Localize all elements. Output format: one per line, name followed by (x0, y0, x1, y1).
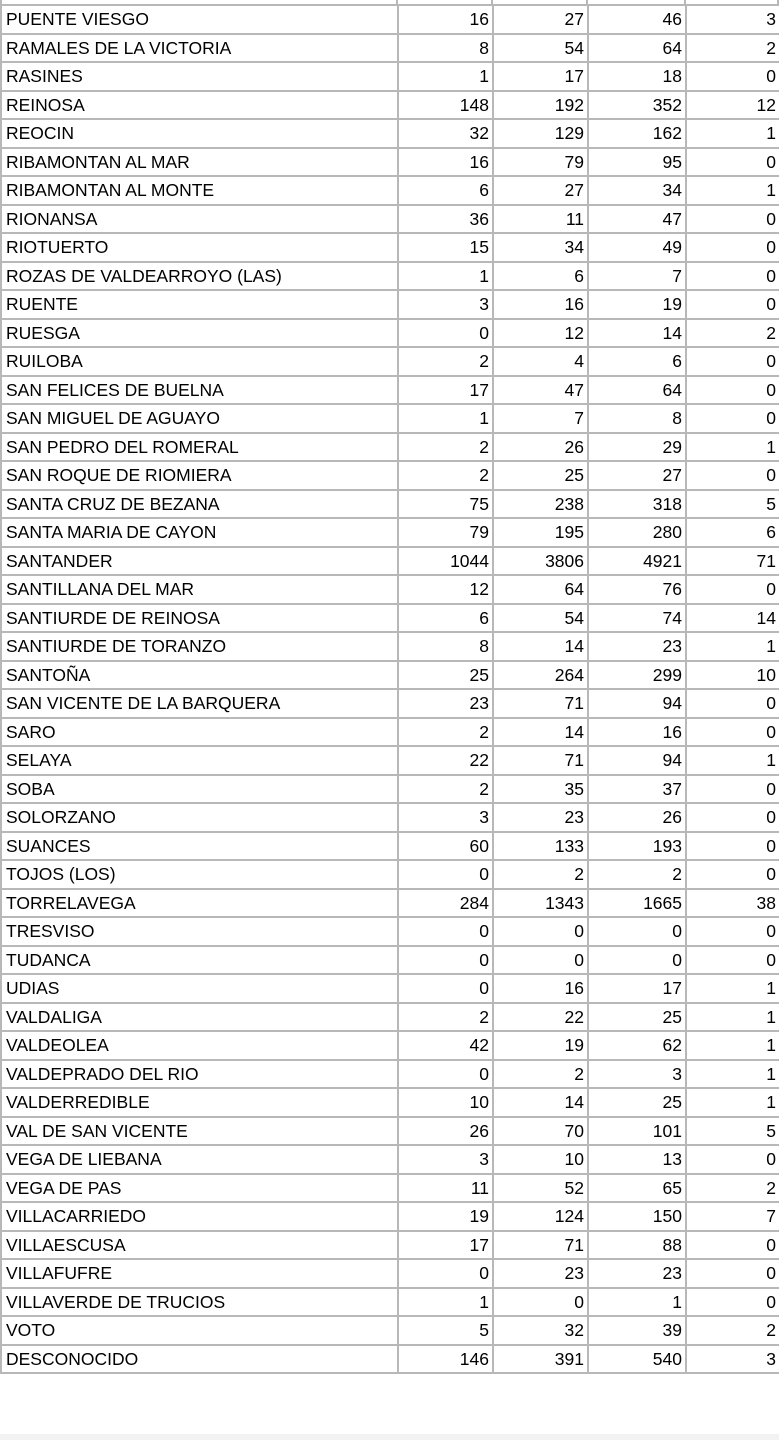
value-col-2-cell[interactable]: 4 (493, 347, 588, 376)
value-col-2-cell[interactable]: 71 (493, 1231, 588, 1260)
municipality-name-cell[interactable]: SANTOÑA (1, 661, 398, 690)
value-col-2-cell[interactable]: 192 (493, 91, 588, 120)
municipality-name-cell[interactable]: SANTA CRUZ DE BEZANA (1, 490, 398, 519)
table-row (1, 575, 779, 604)
value-col-1-cell[interactable]: 3 (398, 1145, 493, 1174)
value-col-1-cell[interactable]: 17 (398, 376, 493, 405)
value-col-1-cell[interactable]: 0 (398, 319, 493, 348)
value-col-2-cell[interactable]: 12 (493, 319, 588, 348)
value-col-3-cell[interactable]: 1665 (588, 889, 686, 918)
value-col-2-cell[interactable]: 22 (493, 1003, 588, 1032)
value-col-4-cell[interactable]: 7 (686, 1202, 779, 1231)
value-col-3-cell[interactable]: 25 (588, 1088, 686, 1117)
municipality-name-cell[interactable]: VILLAESCUSA (1, 1231, 398, 1260)
municipality-name-cell[interactable]: UDIAS (1, 974, 398, 1003)
municipality-name-cell[interactable]: RIOTUERTO (1, 233, 398, 262)
municipality-name-cell[interactable]: REINOSA (1, 91, 398, 120)
municipality-name-cell[interactable]: VALDALIGA (1, 1003, 398, 1032)
value-col-4-cell[interactable]: 1 (686, 1031, 779, 1060)
value-col-3-cell[interactable]: 1 (588, 1288, 686, 1317)
value-col-4-cell[interactable]: 0 (686, 1259, 779, 1288)
value-col-4-cell[interactable]: 1 (686, 1003, 779, 1032)
value-col-4-cell[interactable]: 0 (686, 62, 779, 91)
value-col-1-cell[interactable]: 0 (398, 1259, 493, 1288)
table-row (1, 1231, 779, 1260)
value-col-2-cell[interactable]: 47 (493, 376, 588, 405)
value-col-4-cell[interactable]: 1 (686, 1088, 779, 1117)
table-row (1, 433, 779, 462)
table-row (1, 290, 779, 319)
table-row (1, 262, 779, 291)
value-col-3-cell[interactable]: 16 (588, 718, 686, 747)
value-col-1-cell[interactable]: 79 (398, 518, 493, 547)
municipality-table (0, 4, 779, 1374)
value-col-1-cell[interactable]: 1 (398, 404, 493, 433)
municipality-name-cell[interactable]: DESCONOCIDO (1, 1345, 398, 1374)
table-row (1, 1174, 779, 1203)
value-col-1-cell[interactable]: 26 (398, 1117, 493, 1146)
value-col-1-cell[interactable]: 0 (398, 974, 493, 1003)
municipality-name-cell[interactable]: SARO (1, 718, 398, 747)
value-col-3-cell[interactable]: 95 (588, 148, 686, 177)
municipality-name-cell[interactable]: ROZAS DE VALDEARROYO (LAS) (1, 262, 398, 291)
value-col-1-cell[interactable]: 17 (398, 1231, 493, 1260)
value-col-4-cell[interactable]: 1 (686, 176, 779, 205)
value-col-2-cell[interactable]: 238 (493, 490, 588, 519)
value-col-1-cell[interactable]: 1044 (398, 547, 493, 576)
value-col-2-cell[interactable]: 10 (493, 1145, 588, 1174)
value-col-3-cell[interactable]: 2 (588, 860, 686, 889)
table-row (1, 5, 779, 34)
value-col-3-cell[interactable]: 17 (588, 974, 686, 1003)
value-col-1-cell[interactable]: 2 (398, 461, 493, 490)
value-col-3-cell[interactable]: 29 (588, 433, 686, 462)
value-col-3-cell[interactable]: 162 (588, 119, 686, 148)
table-row (1, 1088, 779, 1117)
municipality-name-cell[interactable]: VALDEPRADO DEL RIO (1, 1060, 398, 1089)
table-row (1, 1316, 779, 1345)
value-col-4-cell[interactable]: 3 (686, 5, 779, 34)
value-col-3-cell[interactable]: 280 (588, 518, 686, 547)
value-col-4-cell[interactable]: 0 (686, 718, 779, 747)
value-col-1-cell[interactable]: 0 (398, 860, 493, 889)
value-col-2-cell[interactable]: 0 (493, 1288, 588, 1317)
value-col-3-cell[interactable]: 18 (588, 62, 686, 91)
value-col-2-cell[interactable]: 70 (493, 1117, 588, 1146)
value-col-2-cell[interactable]: 0 (493, 946, 588, 975)
value-col-3-cell[interactable]: 150 (588, 1202, 686, 1231)
table-row (1, 1288, 779, 1317)
municipality-name-cell[interactable]: SAN ROQUE DE RIOMIERA (1, 461, 398, 490)
table-row (1, 604, 779, 633)
value-col-3-cell[interactable]: 64 (588, 34, 686, 63)
value-col-1-cell[interactable]: 32 (398, 119, 493, 148)
table-row (1, 62, 779, 91)
value-col-3-cell[interactable]: 47 (588, 205, 686, 234)
value-col-4-cell[interactable]: 0 (686, 262, 779, 291)
table-row (1, 34, 779, 63)
value-col-1-cell[interactable]: 1 (398, 1288, 493, 1317)
value-col-1-cell[interactable]: 3 (398, 290, 493, 319)
municipality-name-cell[interactable]: VOTO (1, 1316, 398, 1345)
table-row (1, 889, 779, 918)
value-col-3-cell[interactable]: 25 (588, 1003, 686, 1032)
value-col-4-cell[interactable]: 14 (686, 604, 779, 633)
value-col-3-cell[interactable]: 0 (588, 917, 686, 946)
table-body (1, 5, 779, 1373)
value-col-1-cell[interactable]: 42 (398, 1031, 493, 1060)
value-col-2-cell[interactable]: 25 (493, 461, 588, 490)
value-col-1-cell[interactable]: 148 (398, 91, 493, 120)
value-col-1-cell[interactable]: 11 (398, 1174, 493, 1203)
municipality-name-cell[interactable]: RIONANSA (1, 205, 398, 234)
municipality-name-cell[interactable]: VEGA DE LIEBANA (1, 1145, 398, 1174)
municipality-name-cell[interactable]: RUENTE (1, 290, 398, 319)
value-col-2-cell[interactable]: 79 (493, 148, 588, 177)
value-col-4-cell[interactable]: 12 (686, 91, 779, 120)
table-row (1, 832, 779, 861)
value-col-2-cell[interactable]: 23 (493, 1259, 588, 1288)
value-col-2-cell[interactable]: 14 (493, 718, 588, 747)
value-col-3-cell[interactable]: 23 (588, 632, 686, 661)
value-col-2-cell[interactable]: 34 (493, 233, 588, 262)
value-col-3-cell[interactable]: 37 (588, 775, 686, 804)
table-row (1, 1060, 779, 1089)
value-col-1-cell[interactable]: 3 (398, 803, 493, 832)
municipality-name-cell[interactable]: TORRELAVEGA (1, 889, 398, 918)
value-col-4-cell[interactable]: 0 (686, 205, 779, 234)
table-row (1, 1003, 779, 1032)
municipality-name-cell[interactable]: TOJOS (LOS) (1, 860, 398, 889)
value-col-4-cell[interactable]: 0 (686, 946, 779, 975)
value-col-2-cell[interactable]: 264 (493, 661, 588, 690)
municipality-name-cell[interactable]: RASINES (1, 62, 398, 91)
value-col-2-cell[interactable]: 195 (493, 518, 588, 547)
table-row (1, 1145, 779, 1174)
value-col-1-cell[interactable]: 22 (398, 746, 493, 775)
value-col-3-cell[interactable]: 76 (588, 575, 686, 604)
value-col-4-cell[interactable]: 0 (686, 917, 779, 946)
value-col-3-cell[interactable]: 19 (588, 290, 686, 319)
table-row (1, 689, 779, 718)
municipality-name-cell[interactable]: VAL DE SAN VICENTE (1, 1117, 398, 1146)
value-col-4-cell[interactable]: 0 (686, 376, 779, 405)
value-col-4-cell[interactable]: 2 (686, 34, 779, 63)
value-col-3-cell[interactable]: 540 (588, 1345, 686, 1374)
value-col-4-cell[interactable]: 1 (686, 119, 779, 148)
municipality-name-cell[interactable]: VILLAFUFRE (1, 1259, 398, 1288)
table-row (1, 1345, 779, 1374)
value-col-1-cell[interactable]: 2 (398, 347, 493, 376)
value-col-3-cell[interactable]: 65 (588, 1174, 686, 1203)
value-col-3-cell[interactable]: 13 (588, 1145, 686, 1174)
value-col-2-cell[interactable]: 129 (493, 119, 588, 148)
sheet-background (0, 1434, 779, 1440)
value-col-2-cell[interactable]: 14 (493, 632, 588, 661)
value-col-4-cell[interactable]: 1 (686, 746, 779, 775)
value-col-3-cell[interactable]: 34 (588, 176, 686, 205)
value-col-2-cell[interactable]: 7 (493, 404, 588, 433)
value-col-3-cell[interactable]: 14 (588, 319, 686, 348)
value-col-4-cell[interactable]: 1 (686, 632, 779, 661)
municipality-name-cell[interactable]: SOLORZANO (1, 803, 398, 832)
value-col-2-cell[interactable]: 16 (493, 974, 588, 1003)
value-col-4-cell[interactable]: 0 (686, 461, 779, 490)
value-col-1-cell[interactable]: 146 (398, 1345, 493, 1374)
value-col-2-cell[interactable]: 3806 (493, 547, 588, 576)
value-col-1-cell[interactable]: 10 (398, 1088, 493, 1117)
table-row (1, 661, 779, 690)
value-col-4-cell[interactable]: 0 (686, 689, 779, 718)
table-row (1, 775, 779, 804)
value-col-3-cell[interactable]: 6 (588, 347, 686, 376)
table-row (1, 347, 779, 376)
value-col-1-cell[interactable]: 2 (398, 718, 493, 747)
value-col-1-cell[interactable]: 284 (398, 889, 493, 918)
value-col-4-cell[interactable]: 38 (686, 889, 779, 918)
municipality-name-cell[interactable]: VEGA DE PAS (1, 1174, 398, 1203)
table-row (1, 718, 779, 747)
value-col-4-cell[interactable]: 0 (686, 803, 779, 832)
value-col-1-cell[interactable]: 25 (398, 661, 493, 690)
table-row (1, 518, 779, 547)
value-col-3-cell[interactable]: 193 (588, 832, 686, 861)
value-col-2-cell[interactable]: 54 (493, 34, 588, 63)
value-col-2-cell[interactable]: 26 (493, 433, 588, 462)
value-col-1-cell[interactable]: 6 (398, 604, 493, 633)
value-col-3-cell[interactable]: 352 (588, 91, 686, 120)
value-col-4-cell[interactable]: 1 (686, 433, 779, 462)
table-row (1, 205, 779, 234)
municipality-name-cell[interactable]: SAN FELICES DE BUELNA (1, 376, 398, 405)
value-col-3-cell[interactable]: 101 (588, 1117, 686, 1146)
value-col-2-cell[interactable]: 52 (493, 1174, 588, 1203)
table-row (1, 860, 779, 889)
municipality-name-cell[interactable]: RIBAMONTAN AL MONTE (1, 176, 398, 205)
value-col-4-cell[interactable]: 1 (686, 974, 779, 1003)
value-col-4-cell[interactable]: 0 (686, 775, 779, 804)
municipality-name-cell[interactable]: SAN PEDRO DEL ROMERAL (1, 433, 398, 462)
municipality-name-cell[interactable]: VILLAVERDE DE TRUCIOS (1, 1288, 398, 1317)
value-col-3-cell[interactable]: 74 (588, 604, 686, 633)
value-col-3-cell[interactable]: 8 (588, 404, 686, 433)
value-col-3-cell[interactable]: 62 (588, 1031, 686, 1060)
value-col-2-cell[interactable]: 391 (493, 1345, 588, 1374)
value-col-2-cell[interactable]: 6 (493, 262, 588, 291)
municipality-name-cell[interactable]: SUANCES (1, 832, 398, 861)
value-col-4-cell[interactable]: 2 (686, 1316, 779, 1345)
municipality-name-cell[interactable]: SELAYA (1, 746, 398, 775)
value-col-4-cell[interactable]: 0 (686, 832, 779, 861)
municipality-name-cell[interactable]: TRESVISO (1, 917, 398, 946)
value-col-3-cell[interactable]: 299 (588, 661, 686, 690)
municipality-name-cell[interactable]: TUDANCA (1, 946, 398, 975)
municipality-name-cell[interactable]: SANTANDER (1, 547, 398, 576)
table-row (1, 233, 779, 262)
municipality-name-cell[interactable]: SANTILLANA DEL MAR (1, 575, 398, 604)
table-row (1, 461, 779, 490)
value-col-4-cell[interactable]: 0 (686, 148, 779, 177)
table-row (1, 1259, 779, 1288)
value-col-3-cell[interactable]: 64 (588, 376, 686, 405)
value-col-3-cell[interactable]: 0 (588, 946, 686, 975)
table-row (1, 974, 779, 1003)
value-col-1-cell[interactable]: 2 (398, 433, 493, 462)
value-col-2-cell[interactable]: 54 (493, 604, 588, 633)
municipality-name-cell[interactable]: RIBAMONTAN AL MAR (1, 148, 398, 177)
value-col-1-cell[interactable]: 16 (398, 148, 493, 177)
value-col-4-cell[interactable]: 3 (686, 1345, 779, 1374)
municipality-name-cell[interactable]: VALDEOLEA (1, 1031, 398, 1060)
municipality-name-cell[interactable]: REOCIN (1, 119, 398, 148)
value-col-1-cell[interactable]: 15 (398, 233, 493, 262)
value-col-2-cell[interactable]: 71 (493, 689, 588, 718)
municipality-name-cell[interactable]: SAN MIGUEL DE AGUAYO (1, 404, 398, 433)
municipality-name-cell[interactable]: SAN VICENTE DE LA BARQUERA (1, 689, 398, 718)
value-col-3-cell[interactable]: 94 (588, 689, 686, 718)
value-col-3-cell[interactable]: 26 (588, 803, 686, 832)
value-col-3-cell[interactable]: 39 (588, 1316, 686, 1345)
value-col-1-cell[interactable]: 8 (398, 34, 493, 63)
municipality-name-cell[interactable]: RUILOBA (1, 347, 398, 376)
value-col-1-cell[interactable]: 36 (398, 205, 493, 234)
municipality-name-cell[interactable]: VILLACARRIEDO (1, 1202, 398, 1231)
value-col-4-cell[interactable]: 2 (686, 319, 779, 348)
table-row (1, 547, 779, 576)
table-row (1, 319, 779, 348)
value-col-3-cell[interactable]: 4921 (588, 547, 686, 576)
value-col-4-cell[interactable]: 0 (686, 404, 779, 433)
value-col-2-cell[interactable]: 14 (493, 1088, 588, 1117)
value-col-4-cell[interactable]: 71 (686, 547, 779, 576)
value-col-1-cell[interactable]: 1 (398, 62, 493, 91)
value-col-2-cell[interactable]: 35 (493, 775, 588, 804)
value-col-2-cell[interactable]: 19 (493, 1031, 588, 1060)
value-col-1-cell[interactable]: 12 (398, 575, 493, 604)
value-col-1-cell[interactable]: 19 (398, 1202, 493, 1231)
value-col-3-cell[interactable]: 318 (588, 490, 686, 519)
municipality-name-cell[interactable]: VALDERREDIBLE (1, 1088, 398, 1117)
value-col-1-cell[interactable]: 0 (398, 917, 493, 946)
value-col-2-cell[interactable]: 2 (493, 1060, 588, 1089)
value-col-3-cell[interactable]: 49 (588, 233, 686, 262)
value-col-1-cell[interactable]: 6 (398, 176, 493, 205)
value-col-3-cell[interactable]: 46 (588, 5, 686, 34)
value-col-1-cell[interactable]: 2 (398, 1003, 493, 1032)
value-col-4-cell[interactable]: 0 (686, 290, 779, 319)
value-col-4-cell[interactable]: 0 (686, 860, 779, 889)
value-col-1-cell[interactable]: 5 (398, 1316, 493, 1345)
value-col-1-cell[interactable]: 75 (398, 490, 493, 519)
table-row (1, 632, 779, 661)
value-col-4-cell[interactable]: 2 (686, 1174, 779, 1203)
table-row (1, 946, 779, 975)
table-row (1, 176, 779, 205)
value-col-2-cell[interactable]: 16 (493, 290, 588, 319)
value-col-2-cell[interactable]: 124 (493, 1202, 588, 1231)
value-col-4-cell[interactable]: 0 (686, 1231, 779, 1260)
municipality-name-cell[interactable]: RAMALES DE LA VICTORIA (1, 34, 398, 63)
value-col-2-cell[interactable]: 11 (493, 205, 588, 234)
value-col-3-cell[interactable]: 23 (588, 1259, 686, 1288)
municipality-name-cell[interactable]: PUENTE VIESGO (1, 5, 398, 34)
value-col-1-cell[interactable]: 0 (398, 946, 493, 975)
value-col-1-cell[interactable]: 2 (398, 775, 493, 804)
value-col-1-cell[interactable]: 8 (398, 632, 493, 661)
value-col-2-cell[interactable]: 27 (493, 5, 588, 34)
value-col-2-cell[interactable]: 0 (493, 917, 588, 946)
value-col-3-cell[interactable]: 88 (588, 1231, 686, 1260)
value-col-2-cell[interactable]: 1343 (493, 889, 588, 918)
value-col-4-cell[interactable]: 5 (686, 490, 779, 519)
value-col-2-cell[interactable]: 71 (493, 746, 588, 775)
municipality-name-cell[interactable]: SOBA (1, 775, 398, 804)
value-col-4-cell[interactable]: 6 (686, 518, 779, 547)
value-col-4-cell[interactable]: 10 (686, 661, 779, 690)
value-col-1-cell[interactable]: 60 (398, 832, 493, 861)
value-col-3-cell[interactable]: 7 (588, 262, 686, 291)
value-col-1-cell[interactable]: 0 (398, 1060, 493, 1089)
value-col-1-cell[interactable]: 23 (398, 689, 493, 718)
table-row (1, 803, 779, 832)
value-col-2-cell[interactable]: 64 (493, 575, 588, 604)
municipality-name-cell[interactable]: RUESGA (1, 319, 398, 348)
table-row (1, 490, 779, 519)
table-row (1, 917, 779, 946)
table-row (1, 148, 779, 177)
municipality-name-cell[interactable]: SANTIURDE DE REINOSA (1, 604, 398, 633)
value-col-2-cell[interactable]: 2 (493, 860, 588, 889)
value-col-2-cell[interactable]: 133 (493, 832, 588, 861)
value-col-2-cell[interactable]: 32 (493, 1316, 588, 1345)
value-col-3-cell[interactable]: 3 (588, 1060, 686, 1089)
municipality-name-cell[interactable]: SANTIURDE DE TORANZO (1, 632, 398, 661)
table-row (1, 1117, 779, 1146)
value-col-1-cell[interactable]: 16 (398, 5, 493, 34)
value-col-3-cell[interactable]: 94 (588, 746, 686, 775)
value-col-4-cell[interactable]: 0 (686, 575, 779, 604)
value-col-2-cell[interactable]: 17 (493, 62, 588, 91)
value-col-4-cell[interactable]: 5 (686, 1117, 779, 1146)
value-col-1-cell[interactable]: 1 (398, 262, 493, 291)
value-col-4-cell[interactable]: 1 (686, 1060, 779, 1089)
table-row (1, 746, 779, 775)
table-row (1, 1031, 779, 1060)
value-col-2-cell[interactable]: 27 (493, 176, 588, 205)
value-col-4-cell[interactable]: 0 (686, 347, 779, 376)
table-row (1, 404, 779, 433)
municipality-name-cell[interactable]: SANTA MARIA DE CAYON (1, 518, 398, 547)
table-row (1, 1202, 779, 1231)
value-col-2-cell[interactable]: 23 (493, 803, 588, 832)
value-col-4-cell[interactable]: 0 (686, 1145, 779, 1174)
table-row (1, 119, 779, 148)
table-row (1, 91, 779, 120)
table-row (1, 376, 779, 405)
value-col-4-cell[interactable]: 0 (686, 233, 779, 262)
value-col-3-cell[interactable]: 27 (588, 461, 686, 490)
value-col-4-cell[interactable]: 0 (686, 1288, 779, 1317)
